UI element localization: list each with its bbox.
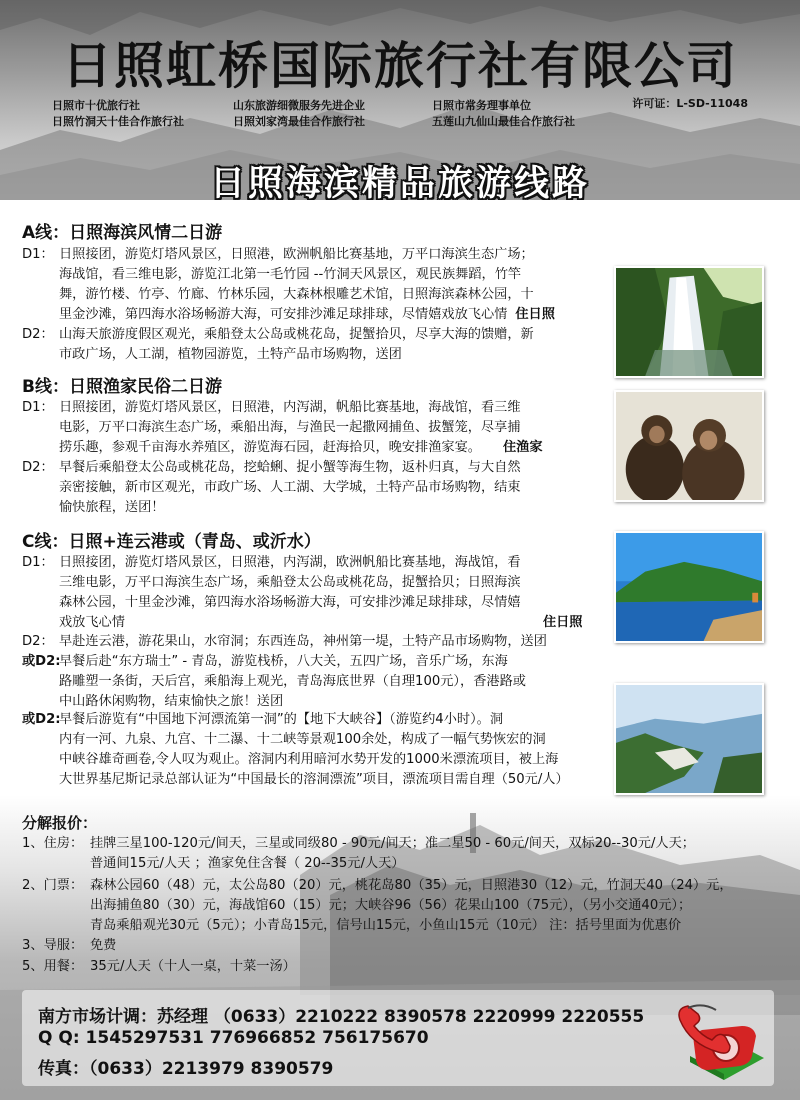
contact-manager-phone: 南方市场计调：苏经理 （0633）2210222 8390578 2220999 2220555 — [38, 1007, 645, 1027]
price-text: 35元/人天（十人一桌，十菜一汤） — [90, 959, 296, 974]
itinerary-line: 里金沙滩，第四海水浴场畅游大海，可安排沙滩足球排球，尽情嬉戏放飞心情 — [59, 307, 508, 322]
page-title: 日照海滨精品旅游线路 — [209, 164, 590, 200]
honor-6: 五莲山九仙山最佳合作旅行社 — [432, 115, 575, 128]
honor-5: 日照刘家湾最佳合作旅行社 — [233, 115, 365, 128]
honor-3: 日照市常务理事单位 — [432, 99, 531, 112]
day-label: D1： — [22, 555, 54, 570]
itinerary-line: 山海天旅游度假区观光，乘船登太公岛或桃花岛，捉蟹拾贝，尽享大海的馈赠，新 — [59, 327, 534, 342]
day-label: D2： — [22, 634, 54, 649]
day-label: 或D2: — [22, 712, 61, 727]
price-text: 出海捕鱼80（30）元，海战馆60（15）元；大峡谷96（56）花果山100（75元），（另小交通40元）； — [90, 898, 692, 913]
header-banner — [0, 0, 800, 200]
telephone-icon — [672, 1000, 772, 1082]
waterfall-photo — [614, 266, 764, 378]
itinerary-line: 亲密接触，新市区观光，市政广场、人工湖、大学城，土特产品市场购物，结束 — [59, 480, 521, 495]
route-b-day1 — [22, 398, 543, 458]
route-c-alt-day2-yishui — [22, 710, 569, 790]
route-c-title: C线：日照+连云港或（青岛、或沂水） — [22, 532, 321, 552]
itinerary-line: 内有一河、九泉、九宫、十二瀑、十二峡等景观100余处，构成了一幅气势恢宏的洞 — [59, 732, 546, 747]
route-a-day2 — [22, 325, 534, 365]
itinerary-line: 日照接团，游览灯塔风景区，日照港，欧洲帆船比赛基地，万平口海滨生态广场； — [59, 247, 534, 262]
itinerary-line: 日照接团，游览灯塔风景区，日照港，内泻湖，欧洲帆船比赛基地，海战馆，看 — [59, 555, 521, 570]
itinerary-line: 中山路休闲购物，结束愉快之旅！送团 — [59, 694, 284, 709]
price-section-title: 分解报价： — [22, 814, 98, 832]
price-text: 森林公园60（48）元，太公岛80（20）元，桃花岛80（35）元，日照港30（12）元，竹洞天40（24）元， — [90, 878, 733, 893]
itinerary-line: 舞，游竹楼、竹亭、竹廊、竹林乐园，大森林根雕艺术馆，日照海滨森林公园，十 — [59, 287, 534, 302]
coast-photo — [614, 531, 764, 643]
honor-2: 山东旅游细微服务先进企业 — [233, 99, 365, 112]
itinerary-line: 海战馆，看三维电影，游览江北第一毛竹园 --竹洞天风景区，观民族舞蹈，竹竿 — [59, 267, 522, 282]
itinerary-line: 捞乐趣，参观千亩海水养殖区，游览海石园，赶海拾贝，晚安排渔家宴。 — [59, 440, 481, 455]
day-label: 或D2: — [22, 654, 61, 669]
price-meals — [22, 957, 296, 977]
price-text: 普通间15元/人天 ；渔家免住含餐（ 20--35元/人天） — [90, 856, 405, 871]
price-lodging — [22, 834, 695, 874]
lodging-note: 住日照 — [515, 307, 555, 322]
price-text: 青岛乘船观光30元（5元）；小青岛15元，信号山15元，小鱼山15元（10元） 注：括号里面为优惠价 — [90, 918, 682, 933]
lodging-note: 住渔家 — [503, 440, 543, 455]
monkeys-photo — [614, 390, 764, 502]
route-c-day2 — [22, 632, 547, 652]
price-text: 免费 — [90, 938, 117, 953]
price-item-label: 2、门票： — [22, 878, 84, 893]
itinerary-line: 愉快旅程，送团！ — [59, 500, 165, 515]
day-label: D2： — [22, 460, 54, 475]
route-a-day1 — [22, 245, 555, 325]
honor-4: 日照竹洞天十佳合作旅行社 — [52, 115, 184, 128]
itinerary-line: 早赴连云港，游花果山，水帘洞；东西连岛，神州第一堤，土特产品市场购物，送团 — [59, 634, 547, 649]
price-guide — [22, 936, 116, 956]
route-a-title: A线：日照海滨风情二日游 — [22, 223, 223, 243]
itinerary-line: 早餐后赴“东方瑞士” - 青岛，游览栈桥，八大关，五四广场，音乐广场，东海 — [59, 654, 508, 669]
lodging-note: 住日照 — [542, 615, 583, 630]
itinerary-line: 戏放飞心情 — [59, 615, 125, 630]
price-item-label: 3、导服： — [22, 938, 84, 953]
itinerary-line: 三维电影，万平口海滨生态广场，乘船登太公岛或桃花岛，捉蟹拾贝；日照海滨 — [59, 575, 521, 590]
itinerary-line: 路雕塑一条街，天后宫，乘船海上观光，青岛海底世界（自理100元），香港路或 — [59, 674, 526, 689]
price-item-label: 5、用餐： — [22, 959, 84, 974]
itinerary-line: 大世界基尼斯记录总部认证为“中国最长的溶洞漂流”项目，漂流项目需自理（50元/人） — [59, 772, 569, 787]
contact-fax: 传真：（0633）2213979 8390579 — [38, 1059, 334, 1079]
aerial-coast-photo — [614, 683, 764, 795]
price-item-label: 1、住房： — [22, 836, 84, 851]
route-c-day1 — [22, 553, 583, 633]
itinerary-line: 市政广场，人工湖，植物园游览，土特产品市场购物，送团 — [59, 347, 402, 362]
itinerary-line: 电影，万平口海滨生态广场，乘船出海，与渔民一起撒网捕鱼、拔蟹笼，尽享捕 — [59, 420, 521, 435]
contact-qq: Q Q: 1545297531 776966852 756175670 — [38, 1028, 429, 1048]
route-b-day2 — [22, 458, 521, 518]
company-name: 日照虹桥国际旅行社有限公司 — [62, 37, 738, 95]
itinerary-line: 日照接团，游览灯塔风景区，日照港，内泻湖，帆船比赛基地，海战馆，看三维 — [59, 400, 521, 415]
day-label: D2： — [22, 327, 54, 342]
day-label: D1： — [22, 400, 54, 415]
itinerary-line: 森林公园，十里金沙滩，第四海水浴场畅游大海，可安排沙滩足球排球，尽情嬉 — [59, 595, 521, 610]
license-number: 许可证：L-SD-11048 — [632, 97, 748, 110]
itinerary-line: 早餐后乘船登太公岛或桃花岛，挖蛤蜊、捉小蟹等海生物，返朴归真，与大自然 — [59, 460, 521, 475]
price-text: 挂牌三星100-120元/间天，三星或同级80 - 90元/间天；准二星50 - 60元/间天，双标20--30元/人天； — [90, 836, 695, 851]
price-tickets — [22, 876, 733, 936]
itinerary-line: 中峡谷雄奇画卷,令人叹为观止。溶洞内利用暗河水势开发的1000米漂流项目，被上海 — [59, 752, 559, 767]
route-b-title: B线：日照渔家民俗二日游 — [22, 377, 222, 397]
itinerary-line: 早餐后游览有“中国地下河漂流第一洞”的【地下大峡谷】（游览约4小时）。洞 — [59, 712, 504, 727]
honor-1: 日照市十优旅行社 — [52, 99, 140, 112]
route-c-alt-day2-qingdao — [22, 652, 526, 712]
day-label: D1： — [22, 247, 54, 262]
